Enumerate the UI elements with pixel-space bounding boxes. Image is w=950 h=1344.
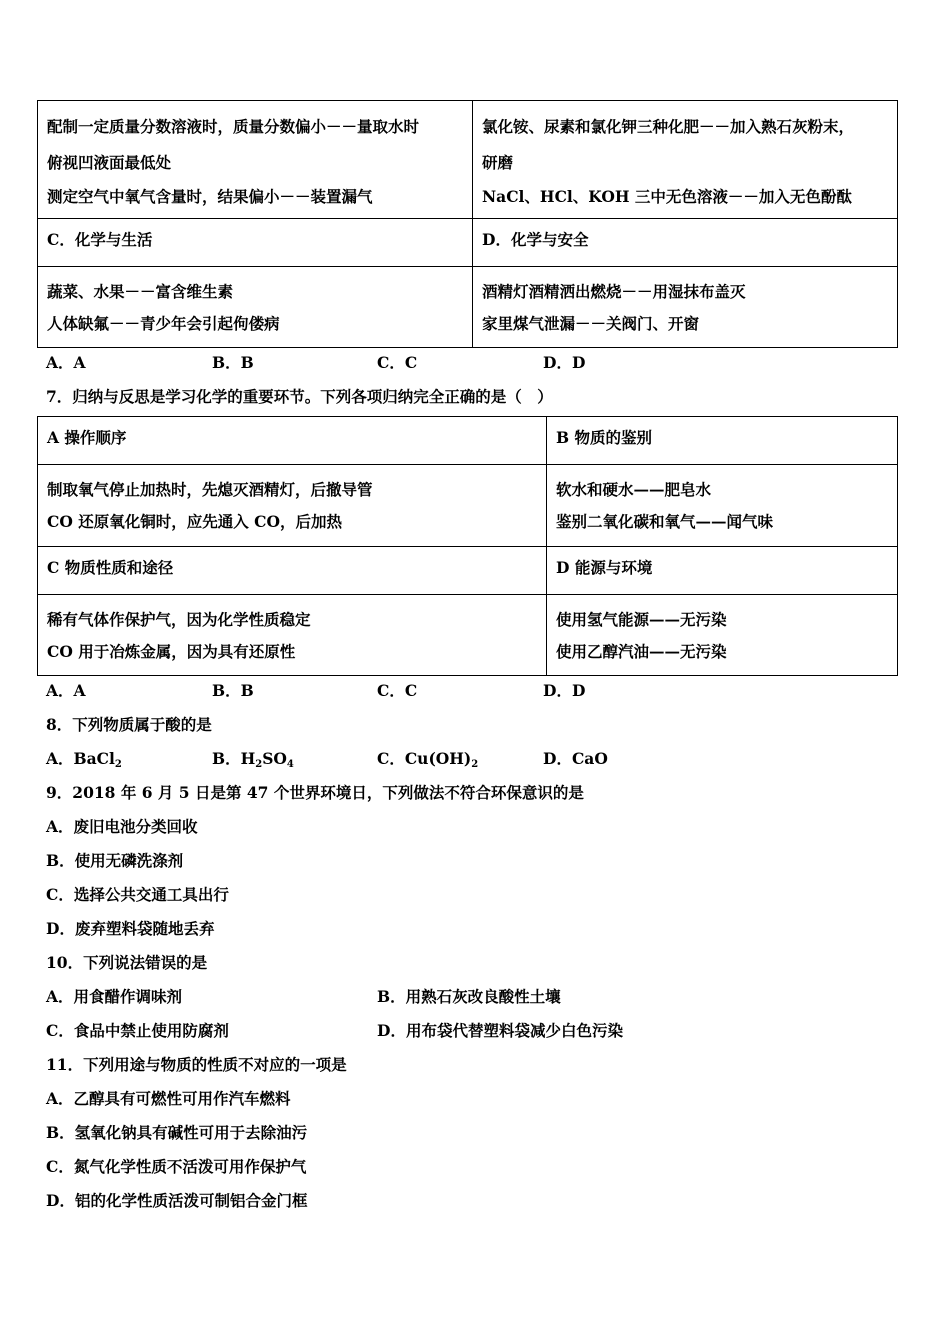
- q6-option-d[interactable]: D．D: [543, 353, 586, 372]
- q10-stem: 10．下列说法错误的是: [46, 953, 208, 972]
- table1-row3-left-cell: [38, 267, 473, 348]
- q7-section-b-title: [547, 417, 898, 465]
- table1-r1l-line2: 俯视凹液面最低处: [47, 153, 172, 172]
- q7-section-a-body: [38, 465, 547, 547]
- q8-b-sub1: 2: [255, 759, 263, 770]
- q8-b-prefix: B．H: [212, 749, 256, 768]
- table1-section-d-title: [473, 219, 898, 267]
- q7-a-line1: 制取氧气停止加热时，先熄灭酒精灯，后撤导管: [47, 480, 373, 499]
- q8-option-d[interactable]: D．CaO: [543, 749, 608, 768]
- question-6-table: [37, 100, 898, 348]
- q9-option-a[interactable]: A．废旧电池分类回收: [46, 817, 198, 836]
- table1-r1r-line3: NaCl、HCl、KOH 三中无色溶液－－加入无色酚酞: [482, 187, 852, 206]
- table1-r1r-line1: 氯化铵、尿素和氯化钾三种化肥－－加入熟石灰粉末，: [482, 117, 855, 136]
- q7-section-a-title: [38, 417, 547, 465]
- q7-c-title-text: C 物质性质和途径: [47, 558, 174, 577]
- q8-c-prefix: C．Cu(OH): [377, 749, 472, 768]
- q7-stem: 7．归纳与反思是学习化学的重要环节。下列各项归纳完全正确的是（ ）: [46, 387, 553, 406]
- q7-b-title-text: B 物质的鉴别: [556, 428, 652, 447]
- q7-option-b[interactable]: B．B: [212, 681, 254, 700]
- table1-row1-right-cell: [473, 101, 898, 219]
- q7-b-line1: 软水和硬水——肥皂水: [556, 480, 712, 499]
- q7-option-a[interactable]: A．A: [46, 681, 86, 700]
- q7-section-b-body: [547, 465, 898, 547]
- q8-stem: 8．下列物质属于酸的是: [46, 715, 212, 734]
- q7-c-line1: 稀有气体作保护气，因为化学性质稳定: [47, 610, 311, 629]
- table1-row3-right-cell: [473, 267, 898, 348]
- q11-stem: 11．下列用途与物质的性质不对应的一项是: [46, 1055, 347, 1074]
- q9-option-b[interactable]: B．使用无磷洗涤剂: [46, 851, 184, 870]
- table1-r1r-line2: 研磨: [482, 153, 514, 172]
- q8-a-sub: 2: [114, 759, 122, 770]
- q10-option-c[interactable]: C．食品中禁止使用防腐剂: [46, 1021, 229, 1040]
- q7-c-line2: CO 用于冶炼金属，因为具有还原性: [47, 642, 296, 661]
- question-7-table: [37, 416, 898, 676]
- q7-d-line2: 使用乙醇汽油——无污染: [556, 642, 727, 661]
- q9-option-c[interactable]: C．选择公共交通工具出行: [46, 885, 229, 904]
- q7-option-d[interactable]: D．D: [543, 681, 586, 700]
- q11-option-a[interactable]: A．乙醇具有可燃性可用作汽车燃料: [46, 1089, 291, 1108]
- table1-r3l-line1: 蔬菜、水果－－富含维生素: [47, 282, 234, 301]
- q11-option-d[interactable]: D．铝的化学性质活泼可制铝合金门框: [46, 1191, 308, 1210]
- q7-section-c-title: [38, 547, 547, 595]
- q8-option-c[interactable]: [377, 747, 478, 769]
- table1-r3r-line1: 酒精灯酒精洒出燃烧－－用湿抹布盖灭: [482, 282, 746, 301]
- q8-b-sub2: 4: [286, 759, 294, 770]
- q8-b-mid: SO: [262, 749, 287, 768]
- q7-d-line1: 使用氢气能源——无污染: [556, 610, 727, 629]
- q6-option-c[interactable]: C．C: [377, 353, 418, 372]
- q7-section-d-title: [547, 547, 898, 595]
- q10-option-b[interactable]: B．用熟石灰改良酸性土壤: [377, 987, 561, 1006]
- table1-c-title-text: C．化学与生活: [47, 230, 153, 249]
- q10-option-a[interactable]: A．用食醋作调味剂: [46, 987, 183, 1006]
- q6-option-a[interactable]: A．A: [46, 353, 86, 372]
- q8-option-a[interactable]: [46, 747, 122, 769]
- q8-option-b[interactable]: [212, 747, 294, 769]
- table1-r1l-line3: 测定空气中氧气含量时，结果偏小－－装置漏气: [47, 187, 373, 206]
- q7-a-line2: CO 还原氧化铜时，应先通入 CO，后加热: [47, 512, 342, 531]
- q11-option-b[interactable]: B．氢氧化钠具有碱性可用于去除油污: [46, 1123, 308, 1142]
- table1-section-c-title: [38, 219, 473, 267]
- table1-r3r-line2: 家里煤气泄漏－－关阀门、开窗: [482, 314, 700, 333]
- q7-d-title-text: D 能源与环境: [556, 558, 653, 577]
- table1-r3l-line2: 人体缺氟－－青少年会引起佝偻病: [47, 314, 280, 333]
- q7-option-c[interactable]: C．C: [377, 681, 418, 700]
- q11-option-c[interactable]: C．氮气化学性质不活泼可用作保护气: [46, 1157, 307, 1176]
- q7-b-line2: 鉴别二氧化碳和氧气——闻气味: [556, 512, 774, 531]
- q9-stem: 9．2018 年 6 月 5 日是第 47 个世界环境日，下列做法不符合环保意识的是: [46, 783, 584, 802]
- q7-section-d-body: [547, 595, 898, 676]
- q7-section-c-body: [38, 595, 547, 676]
- table1-d-title-text: D．化学与安全: [482, 230, 589, 249]
- q6-option-b[interactable]: B．B: [212, 353, 254, 372]
- q8-c-sub: 2: [471, 759, 479, 770]
- q9-option-d[interactable]: D．废弃塑料袋随地丢弃: [46, 919, 215, 938]
- table1-r1l-line1: 配制一定质量分数溶液时，质量分数偏小－－量取水时: [47, 117, 420, 136]
- q7-a-title-text: A 操作顺序: [47, 428, 127, 447]
- q10-option-d[interactable]: D．用布袋代替塑料袋减少白色污染: [377, 1021, 623, 1040]
- table1-row1-left-cell: [38, 101, 473, 219]
- q8-a-prefix: A．BaCl: [46, 749, 115, 768]
